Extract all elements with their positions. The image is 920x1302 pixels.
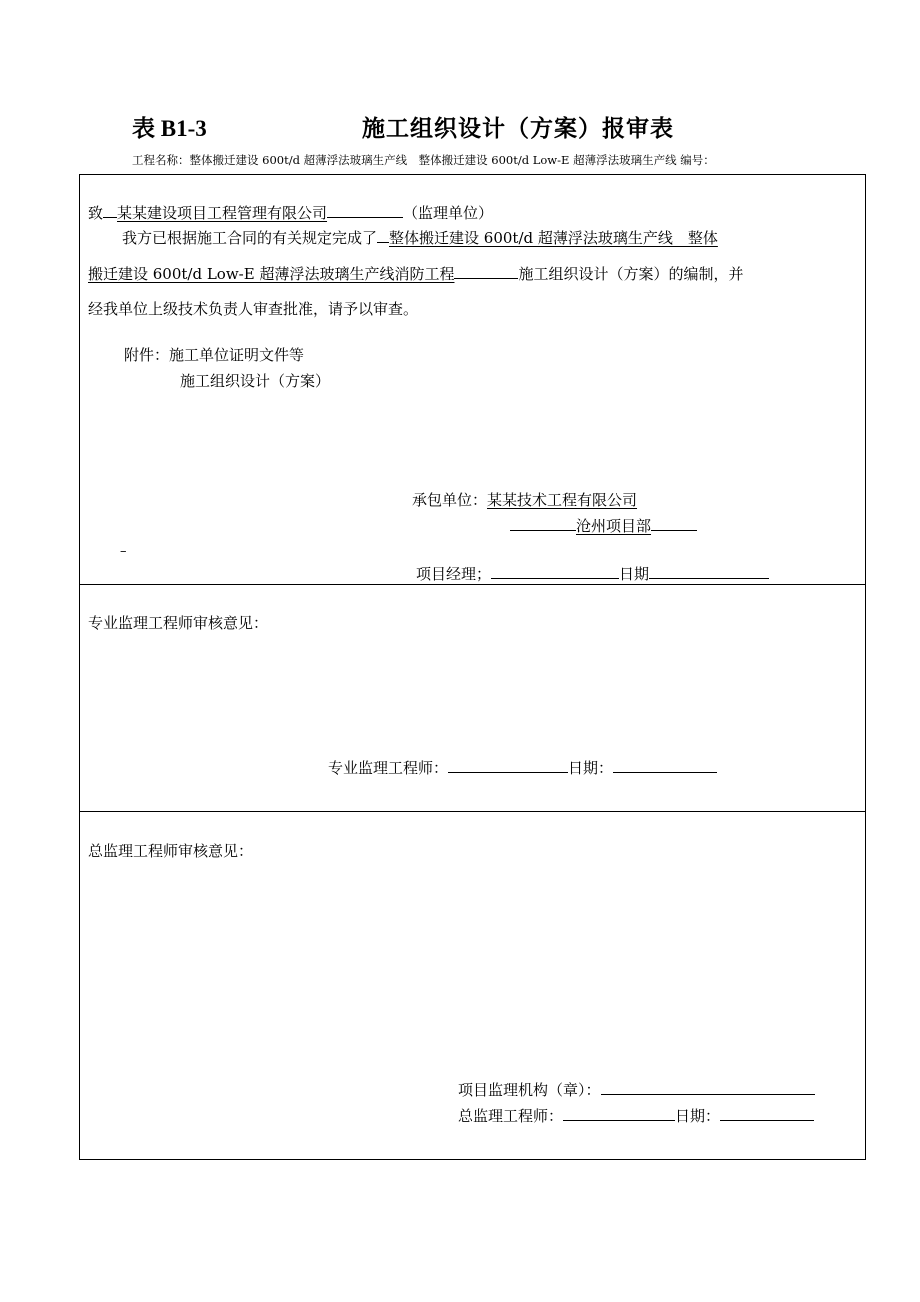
attachment-label: 附件：施工单位证明文件等 bbox=[124, 346, 305, 364]
body-line-3: 经我单位上级技术负责人审查批准，请予以审查。 bbox=[88, 300, 419, 318]
chief-signature-blank bbox=[563, 1104, 675, 1121]
body-line-2: 搬迁建设 600t/d Low-E 超薄浮法玻璃生产线消防工程 施工组织设计（方案）的编制，并 bbox=[88, 262, 744, 284]
dash-mark: – bbox=[120, 544, 127, 559]
to-prefix: 致 bbox=[88, 204, 104, 222]
project-name-part1: 整体搬迁建设 600t/d 超薄浮法玻璃生产线 整体 bbox=[389, 229, 718, 247]
contractor-label: 承包单位： bbox=[412, 491, 488, 509]
attachment-item-2: 施工组织设计（方案） bbox=[180, 372, 331, 390]
contractor-dept: 沧州项目部 bbox=[576, 517, 652, 535]
contractor-name: 某某技术工程有限公司 bbox=[487, 491, 638, 509]
project-name-line: 工程名称：整体搬迁建设 600t/d 超薄浮法玻璃生产线 整体搬迁建设 600t/d Low-E 超薄浮法玻璃生产线 编号： bbox=[132, 153, 715, 167]
project-name-part2: 搬迁建设 600t/d Low-E 超薄浮法玻璃生产线消防工程 bbox=[88, 265, 455, 283]
chief-date-label: 日期： bbox=[675, 1107, 721, 1125]
specialist-signature-line bbox=[328, 756, 717, 778]
chief-signature-line bbox=[458, 1104, 814, 1126]
chief-signer-label: 总监理工程师： bbox=[458, 1107, 564, 1125]
supervisor-unit: 某某建设项目工程管理有限公司 bbox=[117, 204, 328, 222]
specialist-date-label: 日期： bbox=[568, 759, 614, 777]
pm-label: 项目经理； bbox=[416, 565, 492, 583]
chief-org-label: 项目监理机构（章）： bbox=[458, 1081, 601, 1099]
form-number: 表 B1-3 bbox=[132, 116, 207, 141]
chief-review-title: 总监理工程师审核意见： bbox=[88, 842, 254, 860]
contractor-dept-line bbox=[510, 514, 697, 536]
pm-date-label: 日期 bbox=[619, 565, 650, 583]
addressee-line bbox=[88, 201, 493, 223]
specialist-date-blank bbox=[613, 756, 717, 773]
specialist-signer-label: 专业监理工程师： bbox=[328, 759, 449, 777]
form-title: 施工组织设计（方案）报审表 bbox=[362, 115, 674, 142]
specialist-signature-blank bbox=[448, 756, 568, 773]
chief-date-blank bbox=[720, 1104, 814, 1121]
supervisor-suffix: （监理单位） bbox=[403, 204, 494, 222]
pm-signature-blank bbox=[491, 562, 619, 579]
pm-date-blank bbox=[649, 562, 769, 579]
chief-org-blank bbox=[601, 1078, 815, 1095]
specialist-review-title: 专业监理工程师审核意见： bbox=[88, 614, 269, 632]
pm-signature-line bbox=[416, 562, 769, 584]
body-line-1: 我方已根据施工合同的有关规定完成了 整体搬迁建设 600t/d 超薄浮法玻璃生产线 整体 bbox=[122, 226, 718, 248]
contractor-line bbox=[412, 489, 637, 510]
chief-org-line bbox=[458, 1078, 815, 1100]
